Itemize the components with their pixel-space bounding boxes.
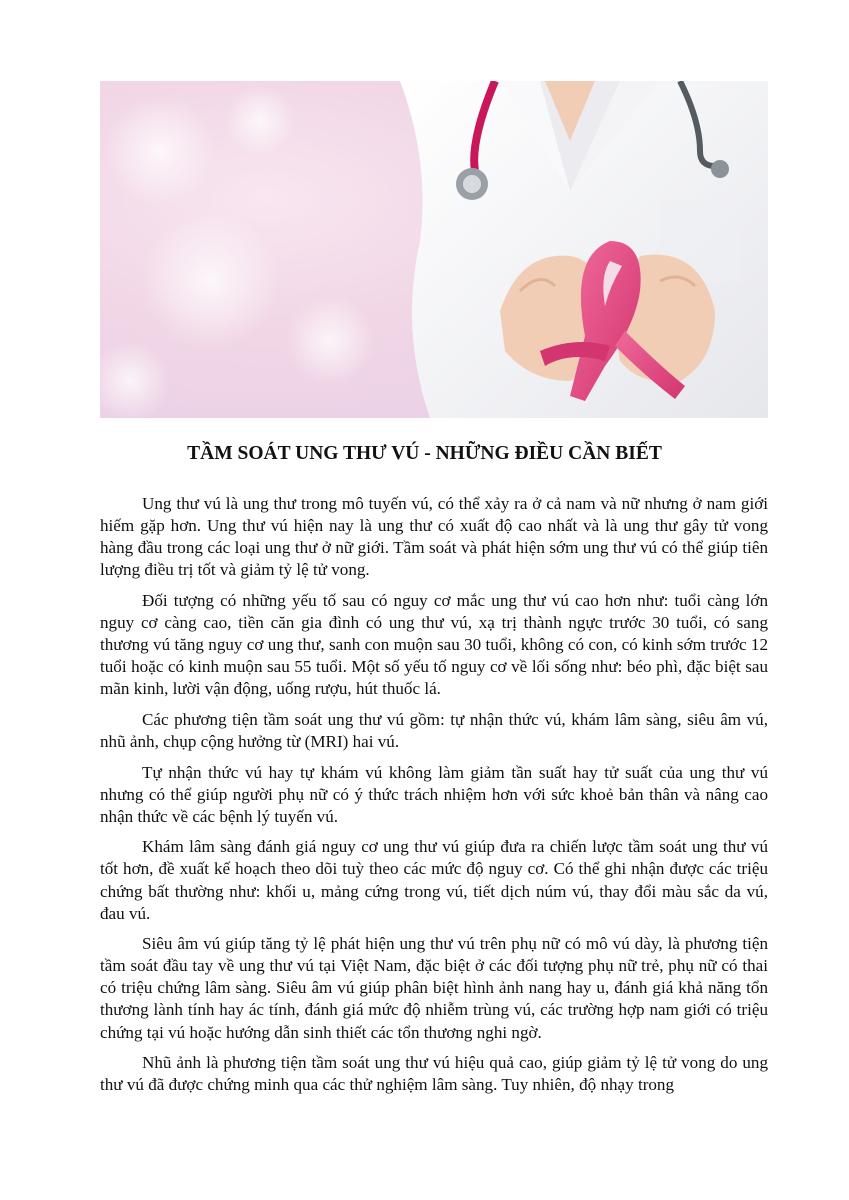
paragraph: Các phương tiện tầm soát ung thư vú gồm: tự nhận thức vú, khám lâm sàng, siêu âm vú, nhũ ảnh, chụp cộng hưởng từ (MRI) hai vú. — [100, 709, 768, 751]
paragraph: Nhũ ảnh là phương tiện tầm soát ung thư vú hiệu quả cao, giúp giảm tỷ lệ tử vong do ung thư vú đã được chứng minh qua các thử nghiệm lâm sàng. Tuy nhiên, độ nhạy trong — [100, 1053, 768, 1095]
paragraph: Siêu âm vú giúp tăng tỷ lệ phát hiện ung thư vú trên phụ nữ có mô vú dày, là phương tiện tầm soát đầu tay về ung thư vú tại Việt Nam, đặc biệt ở các đối tượng phụ nữ trẻ, phụ nữ có thai có triệu chứng lâm sàng. Siêu âm vú giúp phân biệt hình ảnh nang hay u, đánh giá khả năng tổn thương lành tính hay ác tính, đánh giá mức độ nhiễm trùng vú, các trường hợp nam giới có triệu chứng tại vú hoặc hướng dẫn sinh thiết các tổn thương nghi ngờ. — [100, 934, 768, 1042]
doctor-ribbon-illustration — [100, 81, 768, 418]
paragraph: Đối tượng có những yếu tố sau có nguy cơ mắc ung thư vú cao hơn như: tuổi càng lớn nguy cơ càng cao, tiền căn gia đình có ung thư vú, xạ trị thành ngực trước 30 tuổi, có sang thương vú tăng nguy cơ ung thư, sanh con muộn sau 30 tuổi, không có con, có kinh sớm trước 12 tuổi hoặc có kinh muộn sau 55 tuổi. Một số yếu tố nguy cơ về lối sống như: béo phì, đặc biệt sau mãn kinh, lười vận động, uống rượu, hút thuốc lá. — [100, 590, 768, 699]
hero-image — [100, 81, 768, 418]
page-title: TẦM SOÁT UNG THƯ VÚ - NHỮNG ĐIỀU CẦN BIẾT — [187, 443, 662, 464]
paragraph: Khám lâm sàng đánh giá nguy cơ ung thư vú giúp đưa ra chiến lược tầm soát ung thư vú tốt hơn, đề xuất kế hoạch theo dõi tuỳ theo các mức độ nguy cơ. Có thể ghi nhận được các triệu chứng bất thường như: khối u, mảng cứng trong vú, tiết dịch núm vú, thay đổi màu sắc da vú, đau vú. — [100, 837, 768, 923]
paragraph: Tự nhận thức vú hay tự khám vú không làm giảm tần suất hay tử suất của ung thư vú nhưng có thể giúp người phụ nữ có ý thức trách nhiệm hơn với sức khoẻ bản thân và nâng cao nhận thức về các bệnh lý tuyến vú. — [100, 762, 768, 826]
paragraph: Ung thư vú là ung thư trong mô tuyến vú, có thể xảy ra ở cả nam và nữ nhưng ở nam giới hiếm gặp hơn. Ung thư vú hiện nay là ung thư có xuất độ cao nhất và là ung thư gây tử vong hàng đầu trong các loại ung thư ở nữ giới. Tầm soát và phát hiện sớm ung thư vú có thể giúp tiên lượng điều trị tốt và giảm tỷ lệ tử vong. — [100, 494, 768, 580]
article-body — [100, 493, 768, 1105]
